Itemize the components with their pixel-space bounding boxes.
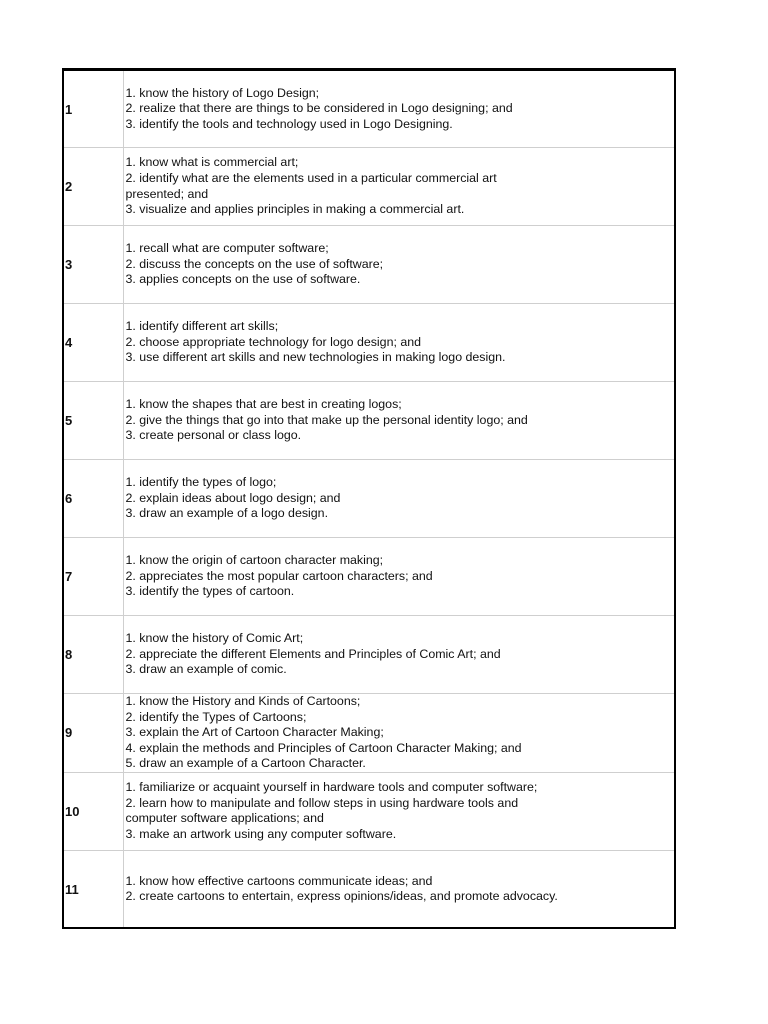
objectives-table <box>62 68 676 929</box>
objective-line: 2. give the things that go into that make up the personal identity logo; and <box>125 412 528 427</box>
objective-line: 2. appreciate the different Elements and Principles of Comic Art; and <box>125 646 501 661</box>
objective-line: 1. know the history of Logo Design; <box>125 85 320 100</box>
row-number: 9 <box>63 694 123 773</box>
objective-line: 3. draw an example of a logo design. <box>125 506 329 521</box>
objective-line: 1. familiarize or acquaint yourself in hardware tools and computer software; <box>125 780 538 795</box>
table-row <box>63 70 675 148</box>
objective-line: 2. realize that there are things to be considered in Logo designing; and <box>125 101 513 116</box>
objective-line: 3. create personal or class logo. <box>125 428 302 443</box>
objective-line: 5. draw an example of a Cartoon Character. <box>125 756 366 771</box>
objective-line: 3. identify the tools and technology used in Logo Designing. <box>125 116 453 131</box>
objective-line: 3. draw an example of comic. <box>125 662 287 677</box>
objective-line: 2. identify what are the elements used in a particular commercial art <box>125 170 497 185</box>
row-number: 8 <box>63 616 123 694</box>
row-number: 3 <box>63 226 123 304</box>
objective-line: 2. create cartoons to entertain, express opinions/ideas, and promote advocacy. <box>125 889 558 904</box>
objective-line: 2. appreciates the most popular cartoon characters; and <box>125 568 433 583</box>
objectives-cell <box>123 772 675 850</box>
table-row <box>63 694 675 773</box>
objective-line: 1. know the history of Comic Art; <box>125 631 304 646</box>
objective-line: 1. know the origin of cartoon character making; <box>125 553 384 568</box>
table-row <box>63 850 675 928</box>
row-number: 11 <box>63 850 123 928</box>
objectives-cell <box>123 304 675 382</box>
objective-line: 3. make an artwork using any computer software. <box>125 827 397 842</box>
objective-line: 2. learn how to manipulate and follow steps in using hardware tools and <box>125 795 519 810</box>
objectives-cell <box>123 148 675 226</box>
objective-line: 2. choose appropriate technology for logo design; and <box>125 334 422 349</box>
objectives-cell <box>123 70 675 148</box>
objective-line: 1. know what is commercial art; <box>125 155 299 170</box>
table-row <box>63 460 675 538</box>
row-number: 2 <box>63 148 123 226</box>
row-number: 1 <box>63 70 123 148</box>
row-number: 10 <box>63 772 123 850</box>
row-number: 7 <box>63 538 123 616</box>
objective-line: 2. explain ideas about logo design; and <box>125 490 341 505</box>
table-row <box>63 538 675 616</box>
row-number: 4 <box>63 304 123 382</box>
objective-line: 1. know the shapes that are best in creating logos; <box>125 397 402 412</box>
objective-line: 3. applies concepts on the use of software. <box>125 272 361 287</box>
objectives-cell <box>123 460 675 538</box>
table-row <box>63 226 675 304</box>
objectives-cell <box>123 850 675 928</box>
objective-line: 3. explain the Art of Cartoon Character Making; <box>125 725 384 740</box>
table-row <box>63 304 675 382</box>
table-row <box>63 616 675 694</box>
objective-line: 1. identify different art skills; <box>125 319 279 334</box>
objective-line: 1. identify the types of logo; <box>125 475 277 490</box>
objective-line: computer software applications; and <box>125 811 324 826</box>
objective-line: 1. recall what are computer software; <box>125 241 329 256</box>
objective-line: 1. know the History and Kinds of Cartoons; <box>125 694 361 708</box>
objective-line: 4. explain the methods and Principles of Cartoon Character Making; and <box>125 740 522 755</box>
objectives-cell <box>123 616 675 694</box>
objective-line: 3. use different art skills and new technologies in making logo design. <box>125 350 506 365</box>
objective-line: 2. identify the Types of Cartoons; <box>125 709 307 724</box>
table-row <box>63 148 675 226</box>
table-row <box>63 382 675 460</box>
objective-line: 2. discuss the concepts on the use of software; <box>125 256 384 271</box>
table-row <box>63 772 675 850</box>
objectives-cell <box>123 538 675 616</box>
objectives-cell <box>123 382 675 460</box>
objectives-cell <box>123 226 675 304</box>
objective-line: 3. identify the types of cartoon. <box>125 584 295 599</box>
row-number: 5 <box>63 382 123 460</box>
objective-line: 3. visualize and applies principles in making a commercial art. <box>125 202 465 217</box>
objectives-cell <box>123 694 675 773</box>
objective-line: 1. know how effective cartoons communicate ideas; and <box>125 873 433 888</box>
objective-line: presented; and <box>125 186 209 201</box>
row-number: 6 <box>63 460 123 538</box>
